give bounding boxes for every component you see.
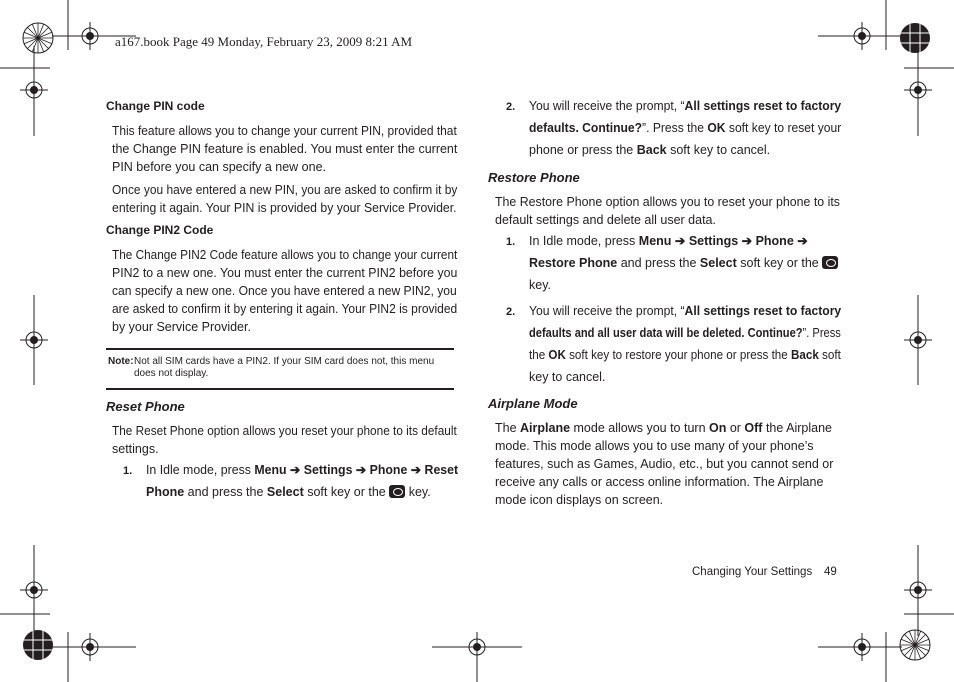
text-line: defaults. Continue?”. Press the OK soft key to reset your bbox=[529, 121, 842, 135]
text-line: the Change PIN feature is enabled. You must enter the current bbox=[112, 142, 458, 156]
section-heading-change-pin2: Change PIN2 Code bbox=[106, 223, 214, 237]
page-number: 49 bbox=[824, 566, 837, 578]
text-line: key to cancel. bbox=[529, 370, 606, 384]
text-line: PIN before you can specify a new one. bbox=[112, 160, 327, 174]
reset-phone-step-2 bbox=[529, 95, 841, 161]
note-text bbox=[134, 356, 449, 380]
text-line: features, such as Games, Audio, etc., but you cannot send or bbox=[495, 457, 834, 471]
step-number: 2. bbox=[506, 101, 516, 113]
text-line: receive any calls or access online information. The Airplane bbox=[495, 475, 824, 489]
text-line: entering it again. Your PIN is provided by your Service Provider. bbox=[112, 201, 457, 215]
reset-phone-step-1 bbox=[146, 459, 458, 503]
change-pin-paragraph-1 bbox=[112, 122, 457, 176]
text-line: phone or press the Back soft key to cancel. bbox=[529, 143, 771, 157]
restore-phone-step-1 bbox=[529, 230, 841, 296]
change-pin-paragraph-2 bbox=[112, 181, 457, 217]
text-line: mode. This mode allows you to use many of your phone’s bbox=[495, 439, 814, 453]
text-line: Restore Phone and press the Select soft key or the bbox=[529, 252, 841, 274]
text-line: settings. bbox=[112, 442, 159, 456]
reset-phone-paragraph bbox=[112, 422, 457, 458]
text-line: the OK soft key to restore your phone or press the Back soft bbox=[529, 348, 841, 362]
menu-ok-key-icon bbox=[822, 256, 838, 269]
change-pin2-paragraph bbox=[112, 246, 457, 336]
section-heading-restore-phone: Restore Phone bbox=[488, 170, 580, 185]
text-line: Not all SIM cards have a PIN2. If your SIM card does not, this menu bbox=[134, 356, 435, 367]
text-line: default settings and delete all user data. bbox=[495, 213, 716, 227]
text-line: are asked to confirm it by entering it again. Your PIN2 is provided bbox=[112, 302, 458, 316]
restore-phone-step-2 bbox=[529, 300, 841, 388]
text-line: The Restore Phone option allows you to reset your phone to its bbox=[495, 195, 840, 209]
section-heading-airplane-mode: Airplane Mode bbox=[488, 396, 578, 411]
airplane-mode-paragraph bbox=[495, 419, 840, 509]
checker-mark-top-right bbox=[900, 23, 930, 53]
text-line: The Airplane mode allows you to turn On or Off the Airplane bbox=[495, 421, 832, 435]
restore-phone-paragraph bbox=[495, 193, 840, 229]
starburst-mark-bottom-right bbox=[900, 630, 930, 660]
text-line: In Idle mode, press Menu ➔ Settings ➔ Phone ➔ Reset bbox=[146, 463, 459, 477]
text-line: does not display. bbox=[134, 368, 209, 379]
text-line: You will receive the prompt, “All settings reset to factory bbox=[529, 99, 842, 113]
print-header: a167.book Page 49 Monday, February 23, 2009 8:21 AM bbox=[115, 34, 413, 49]
note-label: Note: bbox=[108, 356, 134, 367]
menu-ok-key-icon bbox=[389, 485, 405, 498]
footer-section-title: Changing Your Settings bbox=[692, 566, 813, 578]
step-number: 1. bbox=[506, 236, 516, 248]
section-heading-change-pin: Change PIN code bbox=[106, 99, 205, 113]
text-line: by your Service Provider. bbox=[112, 320, 251, 334]
step-number: 2. bbox=[506, 306, 516, 318]
text-line: key. bbox=[529, 278, 551, 292]
text-line: The Change PIN2 Code feature allows you to change your current bbox=[112, 248, 458, 262]
note-box bbox=[106, 348, 454, 390]
section-heading-reset-phone: Reset Phone bbox=[106, 399, 185, 414]
text-line: can specify a new one. Once you have entered a new PIN2, you bbox=[112, 284, 457, 298]
text-line: PIN2 to a new one. You must enter the current PIN2 before you bbox=[112, 266, 458, 280]
text-line: Phone and press the Select soft key or the key. bbox=[146, 485, 431, 499]
text-line: mode icon displays on screen. bbox=[495, 493, 664, 507]
text-line: This feature allows you to change your current PIN, provided that bbox=[112, 124, 457, 138]
step-number: 1. bbox=[123, 465, 133, 477]
text-line: defaults and all user data will be deleted. Continue?”. Press bbox=[529, 326, 841, 340]
text-line: The Reset Phone option allows you reset your phone to its default bbox=[112, 424, 457, 438]
starburst-mark-top-left bbox=[23, 23, 53, 53]
text-line: In Idle mode, press Menu ➔ Settings ➔ Phone ➔ bbox=[529, 234, 808, 248]
checker-mark-bottom-left bbox=[23, 630, 53, 660]
text-line: Once you have entered a new PIN, you are asked to confirm it by bbox=[112, 183, 458, 197]
text-line: You will receive the prompt, “All settings reset to factory bbox=[529, 304, 842, 318]
